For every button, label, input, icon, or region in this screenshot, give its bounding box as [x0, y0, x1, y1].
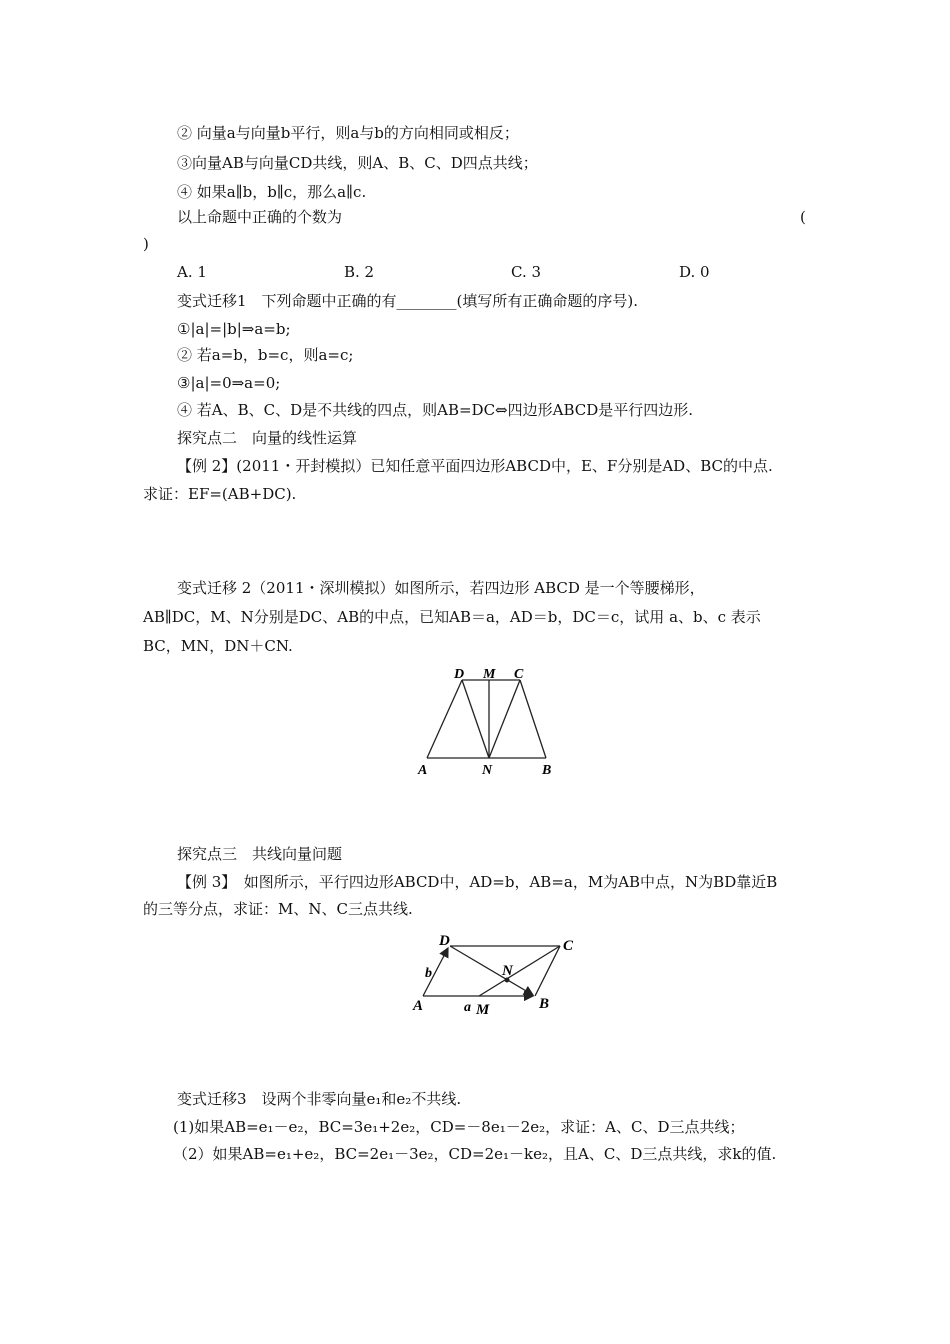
variant-2-line-3: BC，MN，DN＋CN.	[143, 637, 293, 655]
label-d: D	[439, 933, 450, 949]
q1-item-3: ③向量AB与向量CD共线，则A、B、C、D四点共线；	[177, 154, 538, 172]
option-a: A. 1	[177, 263, 207, 281]
label-a-vector: a	[464, 1000, 471, 1015]
q1-paren-close: )	[143, 235, 149, 253]
variant-1-title: 变式迁移1 下列命题中正确的有________(填写所有正确命题的序号).	[177, 292, 639, 310]
label-a: A	[413, 998, 424, 1014]
variant-3-item-2: （2）如果AB=e₁+e₂，BC=2e₁－3e₂，CD=2e₁－ke₂，且A、C、D三点共线，求k的值.	[173, 1145, 777, 1163]
label-m: M	[483, 667, 496, 682]
section-2-title: 探究点二 向量的线性运算	[177, 429, 358, 447]
variant-2-line-1: 变式迁移 2（2011・深圳模拟）如图所示，若四边形 ABCD 是一个等腰梯形，	[177, 579, 705, 597]
example-2-line-2: 求证：EF=(AB+DC).	[143, 485, 297, 503]
example-3-line-1: 【例 3】 如图所示，平行四边形ABCD中，AD=b，AB=a，M为AB中点，N为BD靠近B	[177, 873, 778, 891]
variant-1-item-1: ①|a|=|b|⇒a=b;	[177, 320, 291, 338]
section-3-title: 探究点三 共线向量问题	[177, 845, 343, 863]
q1-item-4: ④ 如果a∥b，b∥c，那么a∥c.	[177, 183, 367, 201]
variant-3-title: 变式迁移3 设两个非零向量e₁和e₂不共线.	[177, 1090, 462, 1108]
parallelogram-figure	[405, 928, 590, 1020]
label-b: B	[539, 996, 550, 1012]
label-m: M	[476, 1002, 490, 1018]
variant-1-item-4: ④ 若A、B、C、D是不共线的四点，则AB=DC⇔四边形ABCD是平行四边形.	[177, 401, 694, 419]
trapezoid-figure	[410, 660, 560, 780]
label-n: N	[502, 963, 513, 979]
label-c: C	[563, 938, 574, 954]
example-3-line-2: 的三等分点，求证：M、N、C三点共线.	[143, 900, 413, 918]
variant-2-line-2: AB∥DC，M、N分别是DC、AB的中点，已知AB＝a，AD＝b，DC＝c，试用 a、b、c 表示	[143, 608, 761, 626]
option-c: C. 3	[511, 263, 542, 281]
label-d: D	[454, 667, 465, 682]
label-n: N	[482, 763, 493, 778]
option-b: B. 2	[344, 263, 375, 281]
q1-question: 以上命题中正确的个数为	[177, 208, 343, 226]
option-d: D. 0	[679, 263, 710, 281]
label-a: A	[418, 763, 428, 778]
variant-3-item-1: (1)如果AB=e₁－e₂，BC=3e₁+2e₂，CD=－8e₁－2e₂，求证：A、C、D三点共线；	[173, 1118, 745, 1136]
q1-item-2: ② 向量a与向量b平行，则a与b的方向相同或相反；	[177, 124, 519, 142]
variant-1-item-3: ③|a|=0⇒a=0;	[177, 374, 281, 392]
label-c: C	[514, 667, 524, 682]
label-b-vector: b	[425, 966, 432, 981]
q1-paren-open: (	[800, 208, 806, 226]
variant-1-item-2: ② 若a=b，b=c，则a=c;	[177, 346, 354, 364]
example-2-line-1: 【例 2】(2011・开封模拟）已知任意平面四边形ABCD中，E、F分别是AD、BC的中点.	[177, 457, 773, 475]
label-b: B	[542, 763, 552, 778]
